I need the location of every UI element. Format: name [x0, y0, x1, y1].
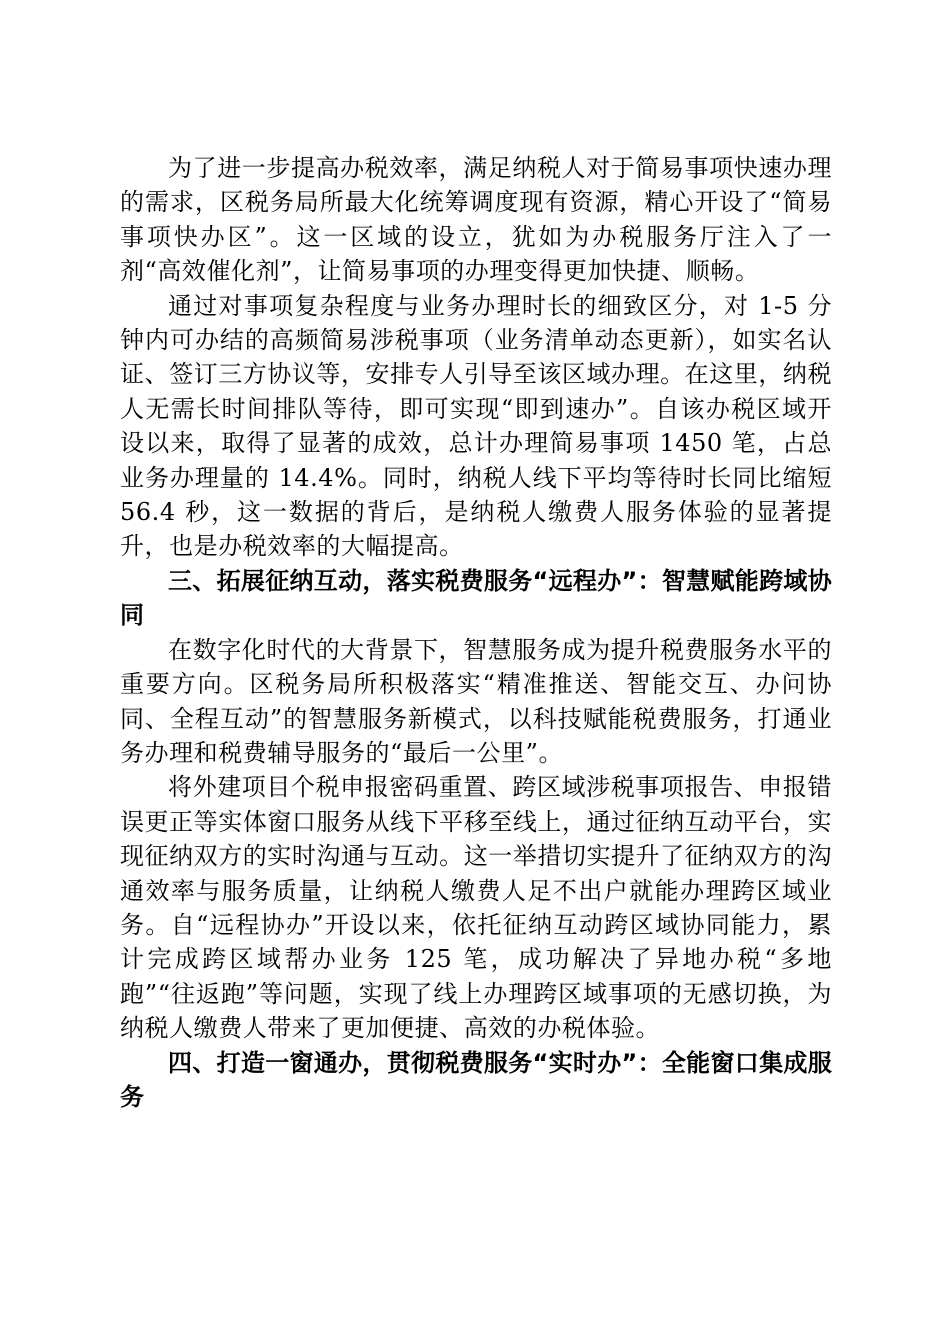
- paragraph-remote-assistance-results: 将外建项目个税申报密码重置、跨区域涉税事项报告、申报错误更正等实体窗口服务从线下平移至线上，通过征纳互动平台，实现征纳双方的实时沟通与互动。这一举措切实提升了征纳双方的沟通效率与服务质量，让纳税人缴费人足不出户就能办理跨区域业务。自“远程协办”开设以来，依托征纳互动跨区域协同能力，累计完成跨区域帮办业务 125 笔，成功解决了异地办税“多地跑”“往返跑”等问题，实现了线上办理跨区域事项的无感切换，为纳税人缴费人带来了更加便捷、高效的办税体验。: [120, 773, 832, 1043]
- section-heading-one-window-service: 四、打造一窗通办，贯彻税费服务“实时办”：全能窗口集成服务: [120, 1048, 832, 1111]
- paragraph-simple-matters-results: 通过对事项复杂程度与业务办理时长的细致区分，对 1-5 分钟内可办结的高频简易涉税事项（业务清单动态更新），如实名认证、签订三方协议等，安排专人引导至该区域办理。在这里，纳税人无需长时间排队等待，即可实现“即到速办”。自该办税区域开设以来，取得了显著的成效，总计办理简易事项 1450 笔，占总业务办理量的 14.4%。同时，纳税人线下平均等待时长同比缩短 56.4 秒，这一数据的背后，是纳税人缴费人服务体验的显著提升，也是办税效率的大幅提高。: [120, 291, 832, 561]
- document-body: [120, 151, 832, 1114]
- paragraph-smart-service-model: 在数字化时代的大背景下，智慧服务成为提升税费服务水平的重要方向。区税务局所积极落实“精准推送、智能交互、办问协同、全程互动”的智慧服务新模式，以科技赋能税费服务，打通业务办理和税费辅导服务的“最后一公里”。: [120, 635, 832, 767]
- section-heading-remote-service: 三、拓展征纳互动，落实税费服务“远程办”：智慧赋能跨域协同: [120, 566, 832, 630]
- paragraph-quick-service-area: 为了进一步提高办税效率，满足纳税人对于简易事项快速办理的需求，区税务局所最大化统筹调度现有资源，精心开设了“简易事项快办区”。这一区域的设立，犹如为办税服务厅注入了一剂“高效催化剂”，让简易事项的办理变得更加快捷、顺畅。: [120, 154, 832, 286]
